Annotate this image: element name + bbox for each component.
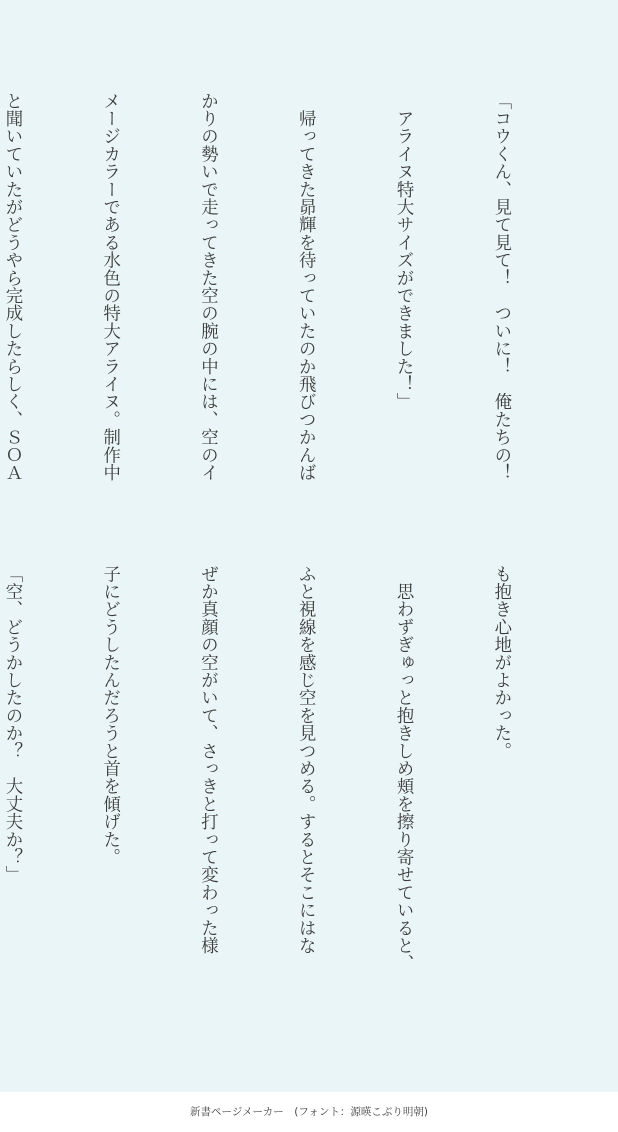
text-column: 「空、どうかしたのか？ 大丈夫か？」 [1,565,22,884]
text-column: メージカラーである水色の特大アライヌ。制作中 [99,92,120,482]
text-column: かりの勢いで走ってきた空の腕の中には、空のイ [197,92,218,482]
text-column: 帰ってきた昴輝を待っていたのか飛びつかんば [295,92,316,482]
text-column: 「コウくん、見て見て！ ついに！ 俺たちの！ [490,92,511,482]
text-column: ふと視線を感じ空を見つめる。するとそこにはな [295,565,316,955]
text-block-top [0,92,582,532]
text-column: アライヌ特大サイズができました！」 [393,92,414,411]
text-column: 子にどうしたんだろうと首を傾げた。 [99,565,120,866]
text-column: 思わずぎゅっと抱きしめ頬を擦り寄せていると、 [393,565,414,973]
text-column: ぜか真顔の空がいて、さっきと打って変わった様 [197,565,218,955]
text-column: も抱き心地がよかった。 [490,565,511,760]
text-column: と聞いていたがどうやら完成したらしく、ＳＯＡ [1,92,22,482]
footer-credit: 新書ページメーカー (フォント：源暎こぶり明朝) [190,1106,428,1118]
text-block-bottom [0,565,582,1005]
